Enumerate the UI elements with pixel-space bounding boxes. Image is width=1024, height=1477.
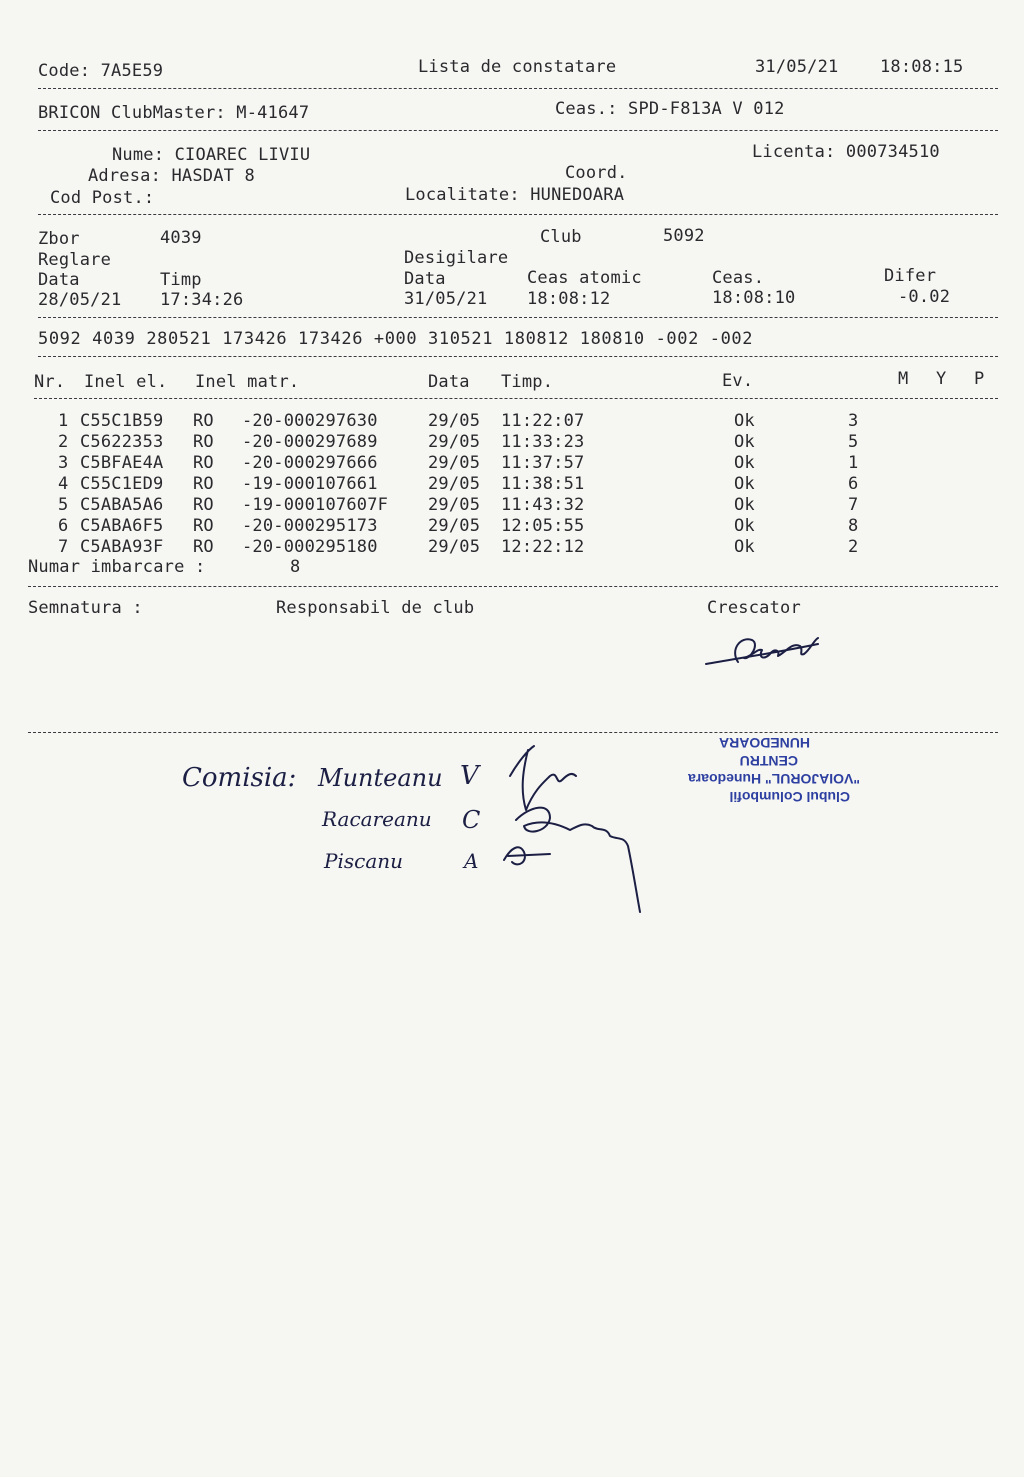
cell-timp: 11:33:23 (501, 432, 585, 452)
member-2-name: Racareanu (322, 807, 432, 831)
cell-data: 29/05 (428, 474, 481, 494)
member-3-name: Piscanu (324, 849, 404, 873)
divider (38, 130, 998, 131)
divider (38, 214, 998, 215)
desigilare-data-value: 31/05/21 (404, 289, 488, 309)
semnatura-label: Semnatura : (28, 598, 143, 618)
cell-val: 8 (848, 516, 859, 536)
stamp-line-1: Clubul Columbofil (729, 789, 850, 805)
table-row (0, 474, 1024, 495)
reglare-timp-value: 17:34:26 (160, 290, 244, 310)
cell-inel-matr: -20-000295173 (242, 516, 378, 536)
cell-nr: 4 (58, 474, 69, 494)
cell-ev: Ok (734, 516, 755, 536)
reglare-data-value: 28/05/21 (38, 290, 122, 310)
cell-ev: Ok (734, 411, 755, 431)
member-3-initial: A (464, 849, 479, 873)
cell-val: 5 (848, 432, 859, 452)
club-stamp (630, 720, 860, 820)
cell-val: 3 (848, 411, 859, 431)
owner-address: Adresa: HASDAT 8 (88, 166, 255, 186)
member-1-name: Munteanu (318, 764, 443, 792)
cell-timp: 12:05:55 (501, 516, 585, 536)
cell-timp: 11:37:57 (501, 453, 585, 473)
cell-nr: 7 (58, 537, 69, 557)
col-ceas-atomic: Ceas atomic (527, 268, 642, 288)
member-1-initial: V (460, 761, 479, 791)
responsabil-label: Responsabil de club (276, 598, 475, 618)
cell-nr: 3 (58, 453, 69, 473)
print-date: 31/05/21 (755, 57, 839, 77)
code-line: 5092 4039 280521 173426 173426 +000 310521 180812 180810 -002 -002 (38, 329, 754, 349)
clubmaster-id: BRICON ClubMaster: M-41647 (38, 103, 310, 123)
cell-tara: RO (193, 453, 214, 473)
club-label: Club (540, 227, 582, 247)
col-difer: Difer (884, 266, 937, 286)
cell-inel-matr: -20-000297630 (242, 411, 378, 431)
divider (34, 398, 998, 399)
cell-nr: 5 (58, 495, 69, 515)
breeder-signature (700, 628, 830, 674)
crescator-label: Crescator (707, 598, 801, 618)
owner-name: Nume: CIOAREC LIVIU (112, 145, 311, 165)
ceas-value: 18:08:10 (712, 288, 796, 308)
th-inel-matr: Inel matr. (195, 372, 300, 392)
flight-label: Zbor (38, 229, 80, 249)
col-reglare-timp: Timp (160, 270, 202, 290)
cell-inel-el: C5ABA6F5 (80, 516, 164, 536)
cell-inel-matr: -19-000107607F (242, 495, 389, 515)
cell-data: 29/05 (428, 537, 481, 557)
th-y: Y (936, 369, 947, 389)
cell-data: 29/05 (428, 411, 481, 431)
cell-data: 29/05 (428, 516, 481, 536)
divider (38, 356, 998, 357)
cell-timp: 11:43:32 (501, 495, 585, 515)
cell-timp: 12:22:12 (501, 537, 585, 557)
owner-license: Licenta: 000734510 (752, 142, 940, 162)
document-code: Code: 7A5E59 (38, 61, 164, 81)
cell-tara: RO (193, 516, 214, 536)
cell-nr: 6 (58, 516, 69, 536)
cell-data: 29/05 (428, 432, 481, 452)
col-ceas: Ceas. (712, 268, 765, 288)
owner-coord: Coord. (565, 163, 628, 183)
difer-value: -0.02 (898, 287, 951, 307)
th-data: Data (428, 372, 470, 392)
th-inel-el: Inel el. (84, 372, 168, 392)
desigilare-label: Desigilare (404, 248, 509, 268)
clock-id: Ceas.: SPD-F813A V 012 (555, 99, 785, 119)
stamp-line-4: HUNEDOARA (719, 735, 810, 751)
cell-ev: Ok (734, 495, 755, 515)
owner-locality: Localitate: HUNEDOARA (405, 185, 625, 205)
cell-data: 29/05 (428, 453, 481, 473)
cell-inel-el: C55C1ED9 (80, 474, 164, 494)
owner-postcode: Cod Post.: (50, 188, 155, 208)
cell-data: 29/05 (428, 495, 481, 515)
cell-tara: RO (193, 495, 214, 515)
cell-inel-el: C5622353 (80, 432, 164, 452)
cell-tara: RO (193, 474, 214, 494)
print-time: 18:08:15 (880, 57, 964, 77)
th-p: P (974, 369, 985, 389)
cell-inel-matr: -20-000297689 (242, 432, 378, 452)
th-nr: Nr. (34, 372, 66, 392)
cell-tara: RO (193, 537, 214, 557)
th-timp: Timp. (501, 372, 554, 392)
cell-nr: 2 (58, 432, 69, 452)
cell-val: 2 (848, 537, 859, 557)
table-row (0, 516, 1024, 537)
divider (38, 317, 998, 318)
table-row (0, 453, 1024, 474)
flight-number: 4039 (160, 228, 202, 248)
cell-val: 6 (848, 474, 859, 494)
th-ev: Ev. (722, 371, 754, 391)
cell-inel-el: C5BFAE4A (80, 453, 164, 473)
stamp-line-3: CENTRU (739, 753, 798, 769)
table-row (0, 411, 1024, 432)
cell-timp: 11:38:51 (501, 474, 585, 494)
divider (28, 586, 998, 587)
cell-inel-el: C5ABA93F (80, 537, 164, 557)
divider (38, 88, 998, 89)
ceas-atomic-value: 18:08:12 (527, 289, 611, 309)
cell-inel-matr: -20-000295180 (242, 537, 378, 557)
cell-val: 7 (848, 495, 859, 515)
table-row (0, 432, 1024, 453)
reglare-label: Reglare (38, 250, 112, 270)
cell-nr: 1 (58, 411, 69, 431)
col-desigilare-data: Data (404, 269, 446, 289)
cell-ev: Ok (734, 432, 755, 452)
comisia-text: Comisia: (182, 763, 297, 793)
col-reglare-data: Data (38, 270, 80, 290)
numar-imbarcare-label: Numar imbarcare : (28, 557, 206, 577)
th-m: M (898, 369, 909, 389)
commission-handwriting (178, 740, 648, 920)
cell-inel-matr: -20-000297666 (242, 453, 378, 473)
document-title: Lista de constatare (418, 57, 617, 77)
stamp-line-2: "VOIAJORUL" Hunedoara (688, 771, 860, 787)
cell-inel-el: C55C1B59 (80, 411, 164, 431)
club-number: 5092 (663, 226, 705, 246)
cell-ev: Ok (734, 537, 755, 557)
cell-inel-matr: -19-000107661 (242, 474, 378, 494)
table-row (0, 537, 1024, 558)
member-2-initial: C (462, 806, 481, 834)
cell-timp: 11:22:07 (501, 411, 585, 431)
cell-ev: Ok (734, 474, 755, 494)
numar-imbarcare-value: 8 (290, 557, 301, 577)
cell-val: 1 (848, 453, 859, 473)
table-row (0, 495, 1024, 516)
cell-ev: Ok (734, 453, 755, 473)
cell-tara: RO (193, 432, 214, 452)
cell-inel-el: C5ABA5A6 (80, 495, 164, 515)
cell-tara: RO (193, 411, 214, 431)
